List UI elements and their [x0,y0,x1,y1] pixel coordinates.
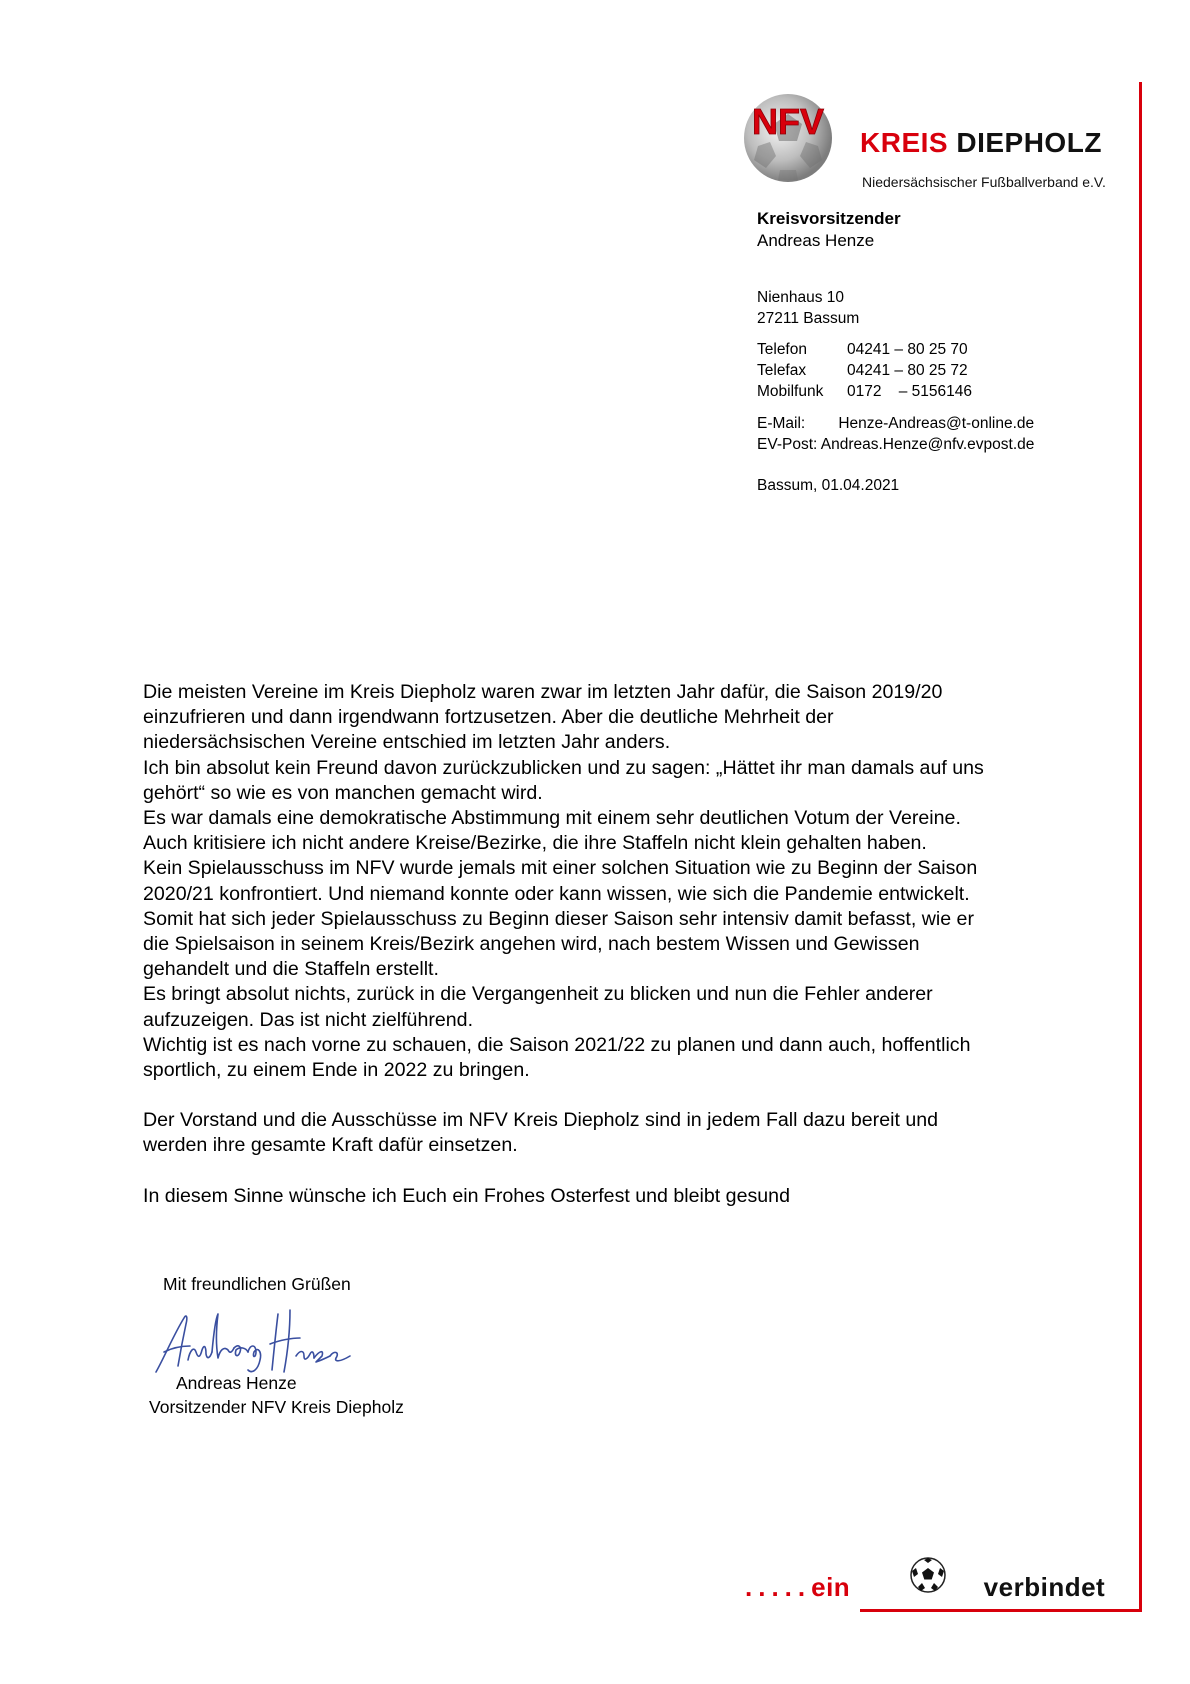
brand-subtitle: Niedersächsischer Fußballverband e.V. [862,174,1106,190]
body-line: Der Vorstand und die Ausschüsse im NFV Kreis Diepholz sind in jedem Fall dazu bereit und [143,1109,939,1132]
body-line: gehandelt und die Staffeln erstellt. [143,958,439,981]
body-line: sportlich, zu einem Ende in 2022 zu bringen. [143,1059,530,1082]
letter-body [143,680,1123,1209]
sender-address [757,287,859,329]
body-line: In diesem Sinne wünsche ich Euch ein Frohes Osterfest und bleibt gesund [143,1184,790,1207]
body-line: Es bringt absolut nichts, zurück in die Vergangenheit zu blicken und nun die Fehler anderer [143,983,933,1006]
contact-row [757,339,972,360]
logo-nfv-text: NFV [752,101,824,142]
closing-greeting: Mit freundlichen Grüßen [163,1274,351,1294]
contact-table [757,339,972,402]
contact-value: 0172 – 5156146 [847,383,972,400]
sender-block [757,208,901,252]
body-line: werden ihre gesamte Kraft dafür einsetzen. [143,1134,518,1157]
email-block [757,413,1034,455]
slogan-verbindet: verbindet [983,1572,1106,1602]
email-label: E-Mail: [757,415,806,432]
body-paragraph-1 [143,680,1123,1083]
body-line: einzufrieren und dann irgendwann fortzusetzen. Aber die deutliche Mehrheit der [143,706,834,729]
contact-label: Mobilfunk [757,383,824,400]
body-line: Wichtig ist es nach vorne zu schauen, die Saison 2021/22 zu planen und dann auch, hoffentlich [143,1033,971,1056]
body-line: Ich bin absolut kein Freund davon zurückzublicken und zu sagen: „Hättet ihr man damals auf uns [143,756,984,779]
body-line: Kein Spielausschuss im NFV wurde jemals mit einer solchen Situation wie zu Beginn der Saison [143,857,978,880]
red-frame-horizontal [860,1609,1142,1612]
brand-title [860,127,1102,159]
signer-title: Vorsitzender NFV Kreis Diepholz [149,1397,404,1417]
brand-title-diepholz: DIEPHOLZ [956,127,1102,158]
body-line: niedersächsischen Vereine entschied im letzten Jahr anders. [143,731,671,754]
contact-row [757,381,972,402]
sender-city: 27211 Bassum [757,310,860,327]
paragraph-gap [143,1083,1123,1108]
sender-street: Nienhaus 10 [757,289,845,306]
evpost-label: EV-Post: [757,436,818,453]
body-line: 2020/21 konfrontiert. Und niemand konnte oder kann wissen, wie sich die Pandemie entwickelt. [143,882,970,905]
nfv-logo [738,86,838,186]
email-link[interactable]: Henze-Andreas@t-online.de [838,415,1035,432]
body-line: gehört“ so wie es von manchen gemacht wird. [143,781,543,804]
contact-label: Telefon [757,341,807,358]
evpost-row [757,434,1034,455]
sender-name: Andreas Henze [757,231,875,250]
contact-value: 04241 – 80 25 72 [847,362,968,379]
red-frame-vertical [1139,82,1142,1612]
body-line: aufzuzeigen. Das ist nicht zielführend. [143,1008,474,1031]
sender-role: Kreisvorsitzender [757,209,901,228]
contact-row [757,360,972,381]
contact-label: Telefax [757,362,807,379]
body-paragraph-2 [143,1108,1123,1158]
body-line: Es war damals eine demokratische Abstimmung mit einem sehr deutlichen Votum der Vereine. [143,807,961,830]
slogan-ein: ein [811,1572,851,1602]
email-row [757,413,1034,434]
slogan-dots: ..... [745,1572,812,1602]
signature-text: Andreas Henze [150,1300,157,1301]
body-line: Auch kritisiere ich nicht andere Kreise/Bezirke, die ihre Staffeln nicht klein gehalten haben. [143,832,927,855]
body-line: Somit hat sich jeder Spielausschuss zu Beginn dieser Saison sehr intensiv damit befasst, wie er [143,907,974,930]
body-line: die Spielsaison in seinem Kreis/Bezirk angehen wird, nach bestem Wissen und Gewissen [143,933,920,956]
football-icon [908,1555,948,1595]
contact-value: 04241 – 80 25 70 [847,341,968,358]
letter-date: Bassum, 01.04.2021 [757,477,900,494]
body-paragraph-3 [143,1184,1123,1209]
paragraph-gap [143,1159,1123,1184]
brand-title-kreis: KREIS [860,127,949,158]
evpost-link[interactable]: Andreas.Henze@nfv.evpost.de [820,436,1035,453]
handwritten-signature [150,1300,360,1380]
signer-name: Andreas Henze [176,1373,297,1393]
body-line: Die meisten Vereine im Kreis Diepholz waren zwar im letzten Jahr dafür, die Saison 2019/20 [143,681,943,703]
